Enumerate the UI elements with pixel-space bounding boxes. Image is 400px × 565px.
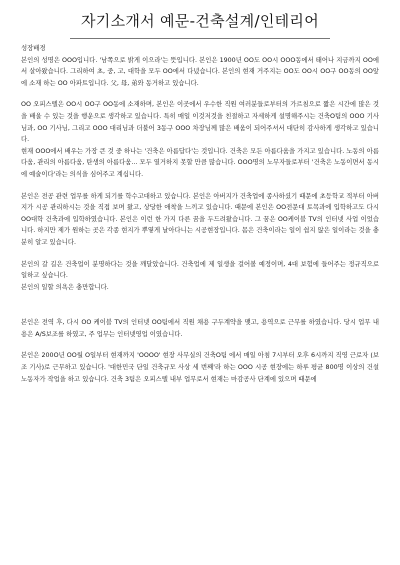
paragraph-current-work: 본인은 200O년 OO월 O일부터 현재까지 'OOOO' 현장 사무실의 건축O팀 에서 매일 아침 7시부터 오후 6시까지 직영 근로자 (보조 기사)로 근무하고 있습니다. '대한민국 단일 건축규모 사상 세 번째'라 하는 OOO 시공 현장에는 하루 평균 800명 이상의 건설 노동자가 작업을 하고 있습니다. 건축 3팀은 오피스텔 내부 업무로서 현재는 마감공사 단계에 있으며 때문에 — [21, 352, 379, 383]
paragraph-career-goal: 본인의 갈 길은 건축업이 분명하다는 것을 깨달았습니다. 건축업에 제 일생을 걸어볼 예정이며, 4대 보험에 들어주는 정규직으로 일하고 싶습니다. — [21, 260, 379, 280]
document-body — [21, 43, 379, 385]
title-divider — [70, 38, 330, 39]
paragraph-spacer — [21, 89, 379, 99]
section-heading: 성장배경 — [21, 45, 46, 52]
paragraph-post-service-work: 본인은 전역 후, 다시 OO 케이블 TV의 인터넷 OO팀에서 직원 채용 구두계약을 맺고, 용역으로 근무를 하였습니다. 당시 업무 내용은 A/S보조를 하였고, 주 업무는 인터넷영업 이였습니다. — [21, 319, 379, 338]
paragraph-spacer — [21, 249, 379, 259]
paragraph-spacer — [21, 293, 379, 317]
paragraph-motivation-line: 본인의 일할 의욕은 충만합니다. — [21, 283, 109, 291]
paragraph-career-motivation: 본인은 전공 관련 업무를 하게 되기를 학수고대하고 있습니다. 본인은 아버지가 건축업에 종사하셨기 때문에 초등학교 적부터 아버지가 시공 관리하시는 것을 직접 보며 왔고, 상당한 애착을 느끼고 있습니다. 때문에 본인은 OO전문대 토목과에 입학하고도 다시 OO대학 건축과에 입학하였습니다. 본인은 이런 한 가지 다른 꿈을 두드려왔습니다. 그 꿈은 OO케이블 TV의 인터넷 사업 이었습니다. 하지만 제가 원하는 곳은 각종 현지가 뿌옇게 날아다니는 시공현장입니다. 몸은 건축이라는 일이 쉽지 않은 일이라는 것을 충분히 알고 있습니다. — [21, 192, 379, 246]
paragraph-spacer — [21, 340, 379, 350]
document-title: 자기소개서 예문-건축설계/인테리어 — [81, 12, 319, 30]
paragraph-office-experience: OO 오피스텔은 OO시 OO구 OO동에 소재하며, 본인은 이곳에서 우수한 직원 여러분들로부터의 가르침으로 짧은 시간에 많은 것을 배울 수 있는 것을 행운으로 생각하고 있습니다. 특히 매일 이것저것을 친절하고 자세하게 설명해주시는 건축O팀의 OOO 기사님과, OO 기사님, 그리고 OOO 대리님과 더불어 3동구 OOO 차장님께 많은 배움이 되어주셔서 대단히 감사하게 생각하고 있습니다. — [21, 101, 379, 144]
paragraph-spacer — [21, 181, 379, 191]
paragraph-architecture-beauty: 현재 OOO에서 배우는 가장 큰 것 중 하나는 '건축은 아름답다'는 것입니다. 건축은 모든 아름다움을 가지고 있습니다. 노동의 아름다움, 관리의 아름다움, 탄생의 아름다움... 모두 열거하지 못할 만큼 많습니다. OOO명의 노무자들로부터 '건축은 노동이면서 동시에 예술이다'라는 의식을 심어주고 계십니다. — [21, 147, 379, 178]
paragraph-growth-background: 본인의 성명은 OOO입니다. '남쪽으로 밝게 이으라'는 뜻입니다. 본인은 1900년 OO도 OO시 OOO동에서 태어나 지금까지 OO에서 살아왔습니다. 그리하여 초, 중, 고, 대학을 모두 OO에서 다녔습니다. 본인의 현재 거주지는 OO도 OO시 OO구 OO동의 OO앞에 소재 하는 OO 아파트입니다. 父, 母, 弟와 동거하고 있습니다. — [21, 56, 379, 87]
